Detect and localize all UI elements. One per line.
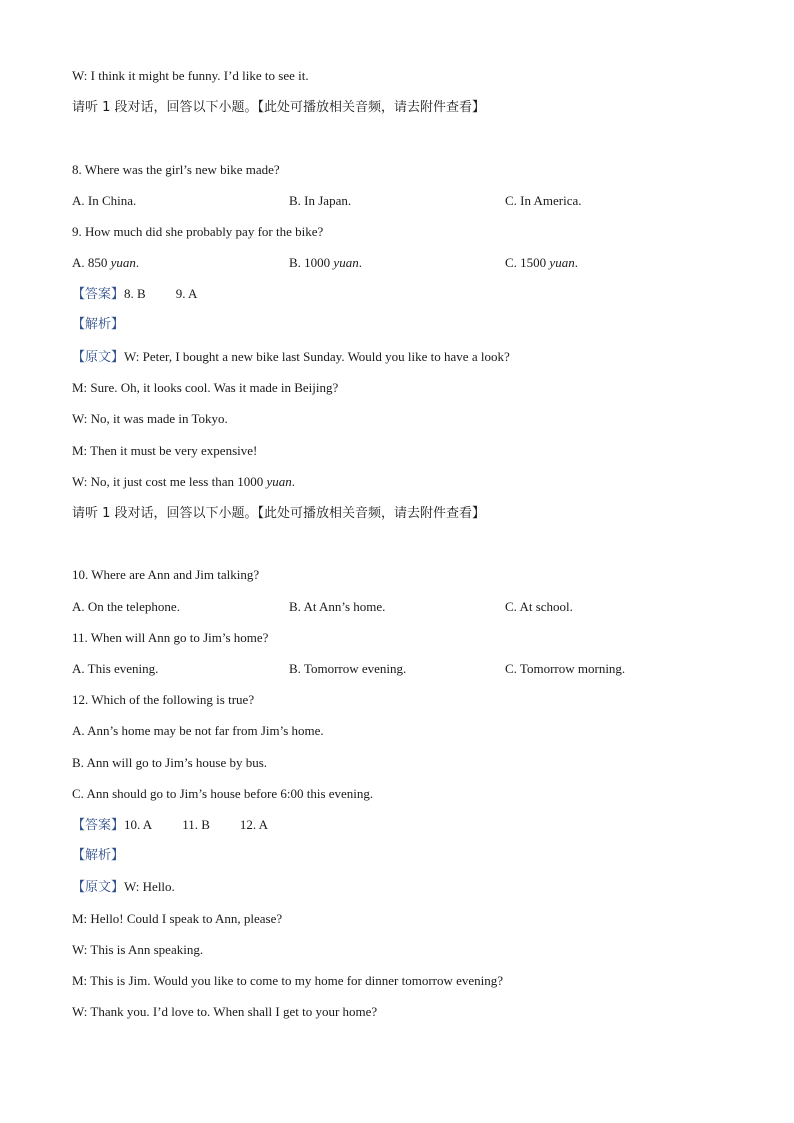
question-8: 8. Where was the girl’s new bike made? (72, 162, 280, 177)
answer-line (72, 285, 227, 304)
question-9: 9. How much did she probably pay for the bike? (72, 224, 324, 239)
answer-item: 9. A (175, 286, 198, 301)
transcript-line: M: Hello! Could I speak to Ann, please? (72, 911, 283, 926)
q10-option-c: C. At school. (505, 599, 573, 614)
answer-item: 12. A (239, 817, 269, 832)
transcript-line: W: Thank you. I’d love to. When shall I get to your home? (72, 1004, 378, 1019)
transcript-tag: 【原文】 (72, 350, 125, 365)
transcript-line: W: This is Ann speaking. (72, 942, 204, 957)
analysis-tag: 【解析】 (72, 317, 125, 332)
transcript-line: W: No, it was made in Tokyo. (72, 411, 228, 426)
answer-line (72, 816, 298, 835)
transcript-line: M: Then it must be very expensive! (72, 443, 258, 458)
q10-option-a: A. On the telephone. (72, 599, 180, 614)
analysis-tag: 【解析】 (72, 848, 125, 863)
q9-option-c: C. 1500 yuan. (505, 255, 578, 270)
answer-item: 8. B (124, 286, 146, 301)
q9-option-a: A. 850 yuan. (72, 255, 140, 270)
q10-option-b: B. At Ann’s home. (289, 599, 386, 614)
dialogue-line: W: I think it might be funny. I’d like to see it. (72, 68, 309, 83)
q11-option-c: C. Tomorrow morning. (505, 661, 626, 676)
question-10: 10. Where are Ann and Jim talking? (72, 567, 260, 582)
q12-option-a: A. Ann’s home may be not far from Jim’s home. (72, 723, 324, 738)
q12-option-b: B. Ann will go to Jim’s house by bus. (72, 755, 268, 770)
audio-instruction: 请听 1 段对话，回答以下小题。【此处可播放相关音频，请去附件查看】 (72, 100, 486, 115)
transcript-line: 【原文】W: Hello. (72, 879, 175, 895)
q11-option-a: A. This evening. (72, 661, 159, 676)
q8-option-b: B. In Japan. (289, 193, 352, 208)
answer-item: 11. B (182, 817, 210, 832)
question-12: 12. Which of the following is true? (72, 692, 255, 707)
transcript-line: W: No, it just cost me less than 1000 yuan. (72, 474, 296, 489)
transcript-tag: 【原文】 (72, 880, 125, 895)
transcript-line: M: This is Jim. Would you like to come to my home for dinner tomorrow evening? (72, 973, 504, 988)
transcript-line: M: Sure. Oh, it looks cool. Was it made in Beijing? (72, 380, 339, 395)
q9-option-b: B. 1000 yuan. (289, 255, 362, 270)
q8-option-a: A. In China. (72, 193, 137, 208)
answer-item: 10. A (124, 817, 153, 832)
q11-option-b: B. Tomorrow evening. (289, 661, 407, 676)
question-11: 11. When will Ann go to Jim’s home? (72, 630, 269, 645)
q8-option-c: C. In America. (505, 193, 582, 208)
answer-tag: 【答案】 (72, 818, 125, 833)
transcript-line: 【原文】W: Peter, I bought a new bike last Sunday. Would you like to have a look? (72, 349, 510, 365)
audio-instruction: 请听 1 段对话，回答以下小题。【此处可播放相关音频，请去附件查看】 (72, 506, 486, 521)
answer-tag: 【答案】 (72, 287, 125, 302)
q12-option-c: C. Ann should go to Jim’s house before 6:00 this evening. (72, 786, 374, 801)
